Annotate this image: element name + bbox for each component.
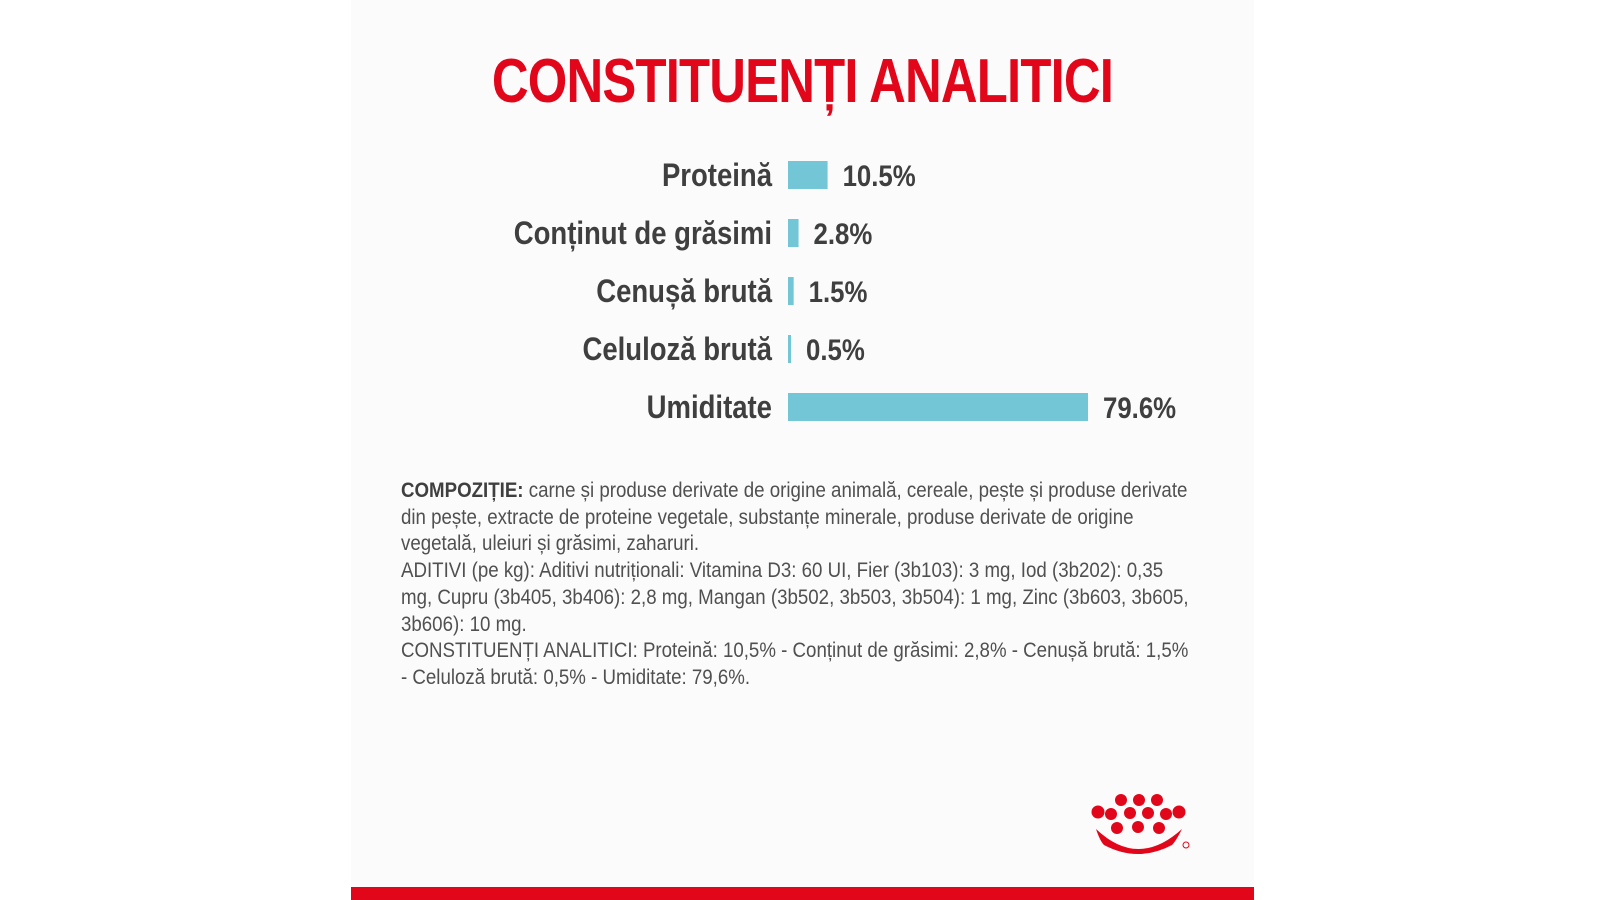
bar (788, 393, 1088, 421)
royal-canin-crown-icon (1090, 793, 1215, 865)
bar (788, 161, 828, 189)
category-label: Umiditate (646, 390, 772, 426)
composition-body: carne și produse derivate de origine animală, cereale, pește și produse derivate din pește, extracte de proteine vegetale, substanțe minerale, produse derivate de origine vegetală, uleiuri și grăsimi, zaharuri. (401, 479, 1188, 556)
value-label: 0.5% (806, 333, 865, 367)
analytical-paragraph: CONSTITUENȚI ANALITICI: Proteină: 10,5% - Conținut de grăsimi: 2,8% - Cenușă brută: 1,5% - Celuloză brută: 0,5% - Umiditate: 79,6%. (401, 639, 1189, 689)
bottom-brand-bar (351, 887, 1254, 900)
category-label: Conținut de grăsimi (513, 216, 772, 252)
additives-paragraph: ADITIVI (pe kg): Aditivi nutriționali: Vitamina D3: 60 UI, Fier (3b103): 3 mg, Iod (3b202): 0,35 mg, Cupru (3b405, 3b406): 2,8 mg, Mangan (3b502, 3b503, 3b504): 1 mg, Zinc (3b603, 3b605, 3b606): 10 mg. (401, 559, 1189, 636)
page-title: CONSTITUENȚI ANALITICI (491, 47, 1114, 116)
category-label: Proteină (661, 158, 772, 194)
bar (788, 219, 799, 247)
category-label: Cenușă brută (596, 274, 772, 310)
bar (788, 335, 791, 363)
nutrient-bar-chart (351, 140, 1254, 450)
value-label: 79.6% (1103, 391, 1177, 425)
category-label: Celuloză brută (582, 332, 772, 368)
value-label: 1.5% (808, 275, 868, 309)
composition-label: COMPOZIȚIE: (401, 479, 524, 502)
composition-text (401, 478, 1189, 692)
value-label: 2.8% (813, 217, 873, 251)
bar (788, 277, 794, 305)
value-label: 10.5% (842, 159, 916, 193)
content-panel (351, 0, 1254, 900)
composition-paragraph (401, 478, 1189, 558)
